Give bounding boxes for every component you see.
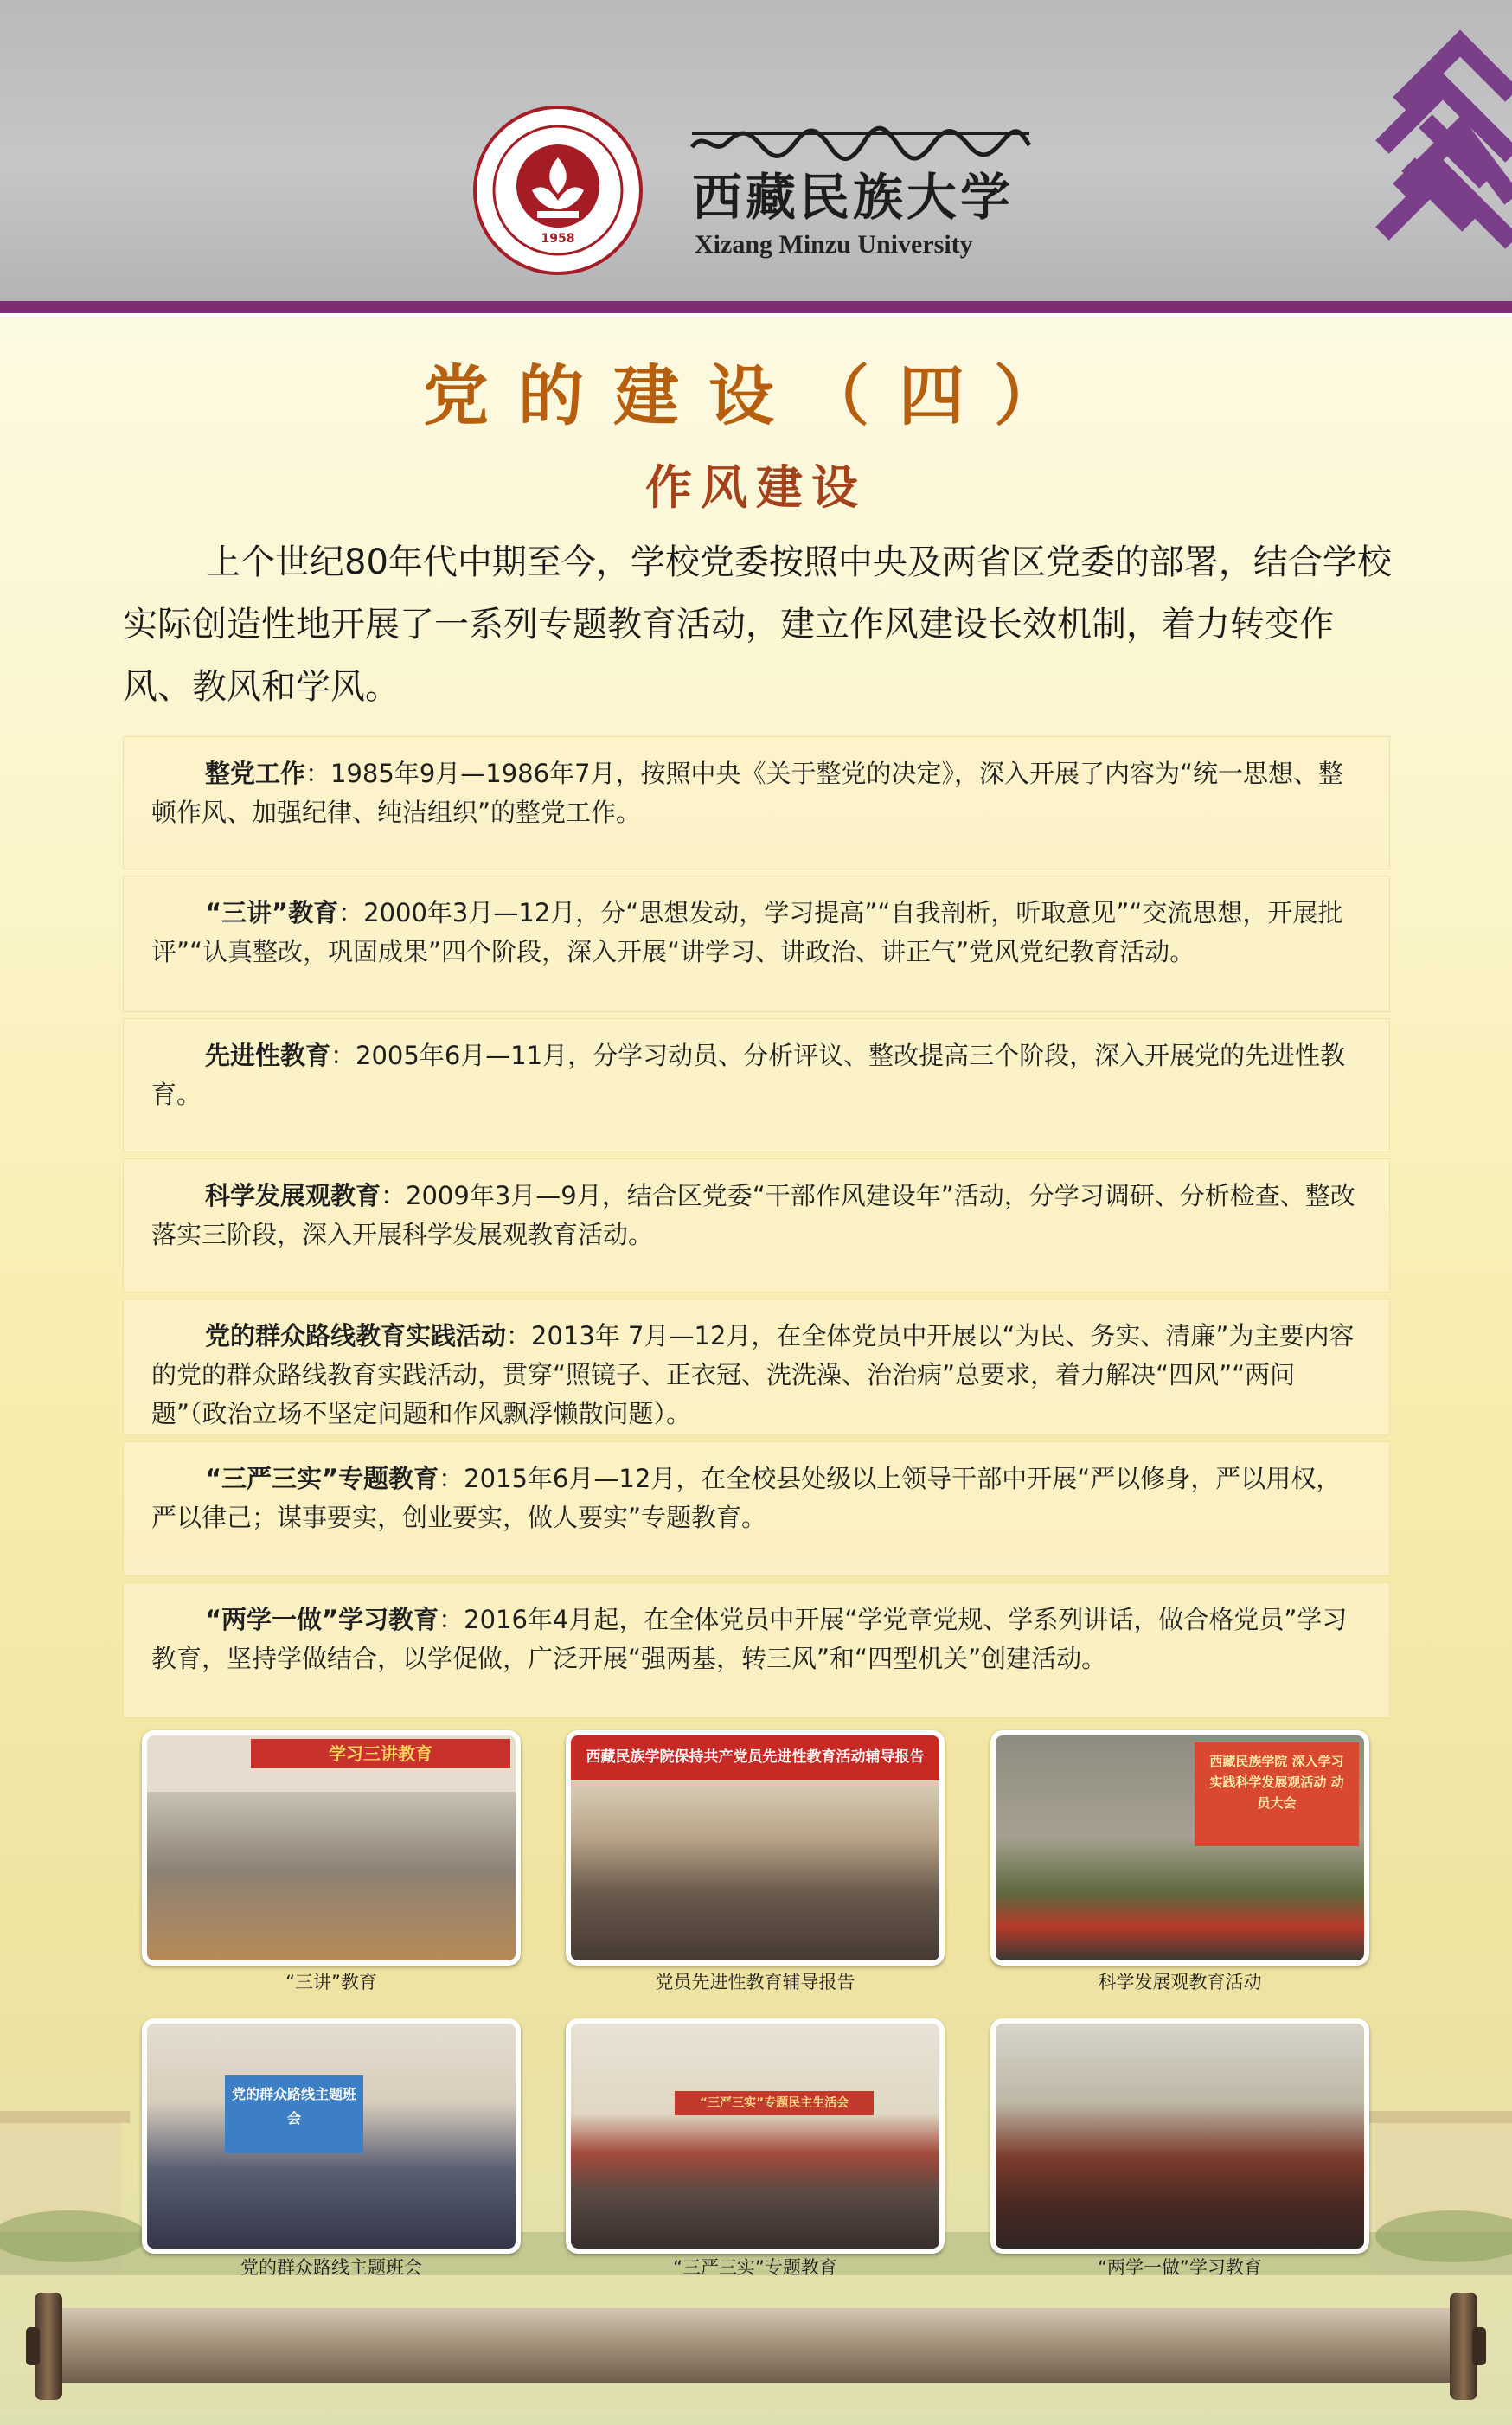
university-seal bbox=[471, 104, 644, 277]
photo-frame bbox=[566, 2018, 945, 2254]
endless-knot-ornament bbox=[1365, 26, 1512, 303]
section-card bbox=[123, 1582, 1390, 1718]
photo-banner: 西藏民族学院保持共产党员先进性教育活动辅导报告 bbox=[586, 1748, 925, 1766]
section-text: ：1985年9月—1986年7月，按照中央《关于整党的决定》，深入开展了内容为“统一思想、整顿作风、加强纪律、纯洁组织”的整党工作。 bbox=[151, 759, 1344, 827]
photo-banner: 西藏民族学院 深入学习实践科学发展观活动 动员大会 bbox=[1195, 1742, 1359, 1846]
section-label: 党的群众路线教育实践活动 bbox=[205, 1321, 507, 1350]
section-card bbox=[123, 736, 1390, 869]
photo-image bbox=[147, 1735, 516, 1960]
section-card bbox=[123, 1158, 1390, 1293]
photo-frame bbox=[990, 2018, 1369, 2254]
photo-caption: “三讲”教育 bbox=[285, 1972, 377, 1992]
page-subtitle: 作风建设 bbox=[645, 459, 867, 515]
photo-banner: “三严三实”专题民主生活会 bbox=[675, 2091, 874, 2115]
intro-paragraph: 上个世纪80年代中期至今，学校党委按照中央及两省区党委的部署，结合学校实际创造性地开展了一系列专题教育活动，建立作风建设长效机制，着力转变作风、教风和学风。 bbox=[123, 542, 1392, 707]
section-text: ：2000年3月—12月，分“思想发动，学习提高”“自我剖析，听取意见”“交流思想，开展批评”“认真整改，巩固成果”四个阶段，深入开展“讲学习、讲政治、讲正气”党风党纪教育活动。 bbox=[151, 898, 1343, 966]
section-text: ：2016年4月起，在全体党员中开展“学党章党规、学系列讲话，做合格党员”学习教育，坚持学做结合，以学促做，广泛开展“强两基，转三风”和“四型机关”创建活动。 bbox=[151, 1605, 1348, 1673]
header-divider-light bbox=[0, 313, 1512, 317]
section-text: ：2009年3月—9月，结合区党委“干部作风建设年”活动，分学习调研、分析检查、整改落实三阶段，深入开展科学发展观教育活动。 bbox=[151, 1181, 1355, 1249]
section-label: “两学一做”学习教育 bbox=[205, 1605, 439, 1634]
photo-banner: 学习三讲教育 bbox=[251, 1739, 510, 1768]
photo-image bbox=[571, 2024, 939, 2249]
section-card bbox=[123, 876, 1390, 1012]
section-label: 整党工作 bbox=[205, 759, 306, 788]
photo-frame bbox=[142, 2018, 521, 2254]
photo-caption: 党的群众路线主题班会 bbox=[240, 2257, 422, 2278]
section-card bbox=[123, 1441, 1390, 1576]
section-text: ：2013年 7月—12月，在全体党员中开展以“为民、务实、清廉”为主要内容的党的群众路线教育实践活动，贯穿“照镜子、正衣冠、洗洗澡、治治病”总要求，着力解决“四风”“两问题”（政治立场不坚定问题和作风飘浮懒散问题）。 bbox=[151, 1321, 1355, 1428]
tibetan-script-logo bbox=[688, 121, 1034, 173]
section-card bbox=[123, 1299, 1390, 1435]
section-label: “三严三实”专题教育 bbox=[205, 1464, 439, 1493]
seal-year: 1958 bbox=[541, 232, 575, 246]
photo-frame bbox=[142, 1730, 521, 1966]
section-label: “三讲”教育 bbox=[205, 898, 339, 927]
photo-banner: 党的群众路线主题班会 bbox=[225, 2075, 363, 2153]
university-name-cn: 西藏民族大学 bbox=[692, 168, 1015, 227]
section-text: ：2015年6月—12月，在全校县处级以上领导干部中开展“严以修身，严以用权，严以律己；谋事要实，创业要实，做人要实”专题教育。 bbox=[151, 1464, 1342, 1532]
page-title: 党的建设（四） bbox=[423, 357, 1089, 434]
section-label: 先进性教育 bbox=[205, 1041, 331, 1070]
photo-image bbox=[996, 1735, 1364, 1960]
photo-image bbox=[147, 2024, 516, 2249]
photo-image bbox=[571, 1735, 939, 1960]
decorative-scroll bbox=[0, 2275, 1512, 2425]
photo-image bbox=[996, 2024, 1364, 2249]
photo-frame bbox=[990, 1730, 1369, 1966]
section-card bbox=[123, 1018, 1390, 1152]
header-divider bbox=[0, 301, 1512, 313]
photo-frame bbox=[566, 1730, 945, 1966]
university-name-en: Xizang Minzu University bbox=[695, 230, 973, 259]
photo-caption: 科学发展观教育活动 bbox=[1098, 1972, 1262, 1992]
section-label: 科学发展观教育 bbox=[205, 1181, 381, 1210]
photo-caption: “两学一做”学习教育 bbox=[1098, 2257, 1262, 2278]
section-text: ：2005年6月—11月，分学习动员、分析评议、整改提高三个阶段，深入开展党的先进性教育。 bbox=[151, 1041, 1346, 1109]
photo-caption: “三严三实”专题教育 bbox=[673, 2257, 837, 2278]
photo-caption: 党员先进性教育辅导报告 bbox=[655, 1972, 855, 1992]
